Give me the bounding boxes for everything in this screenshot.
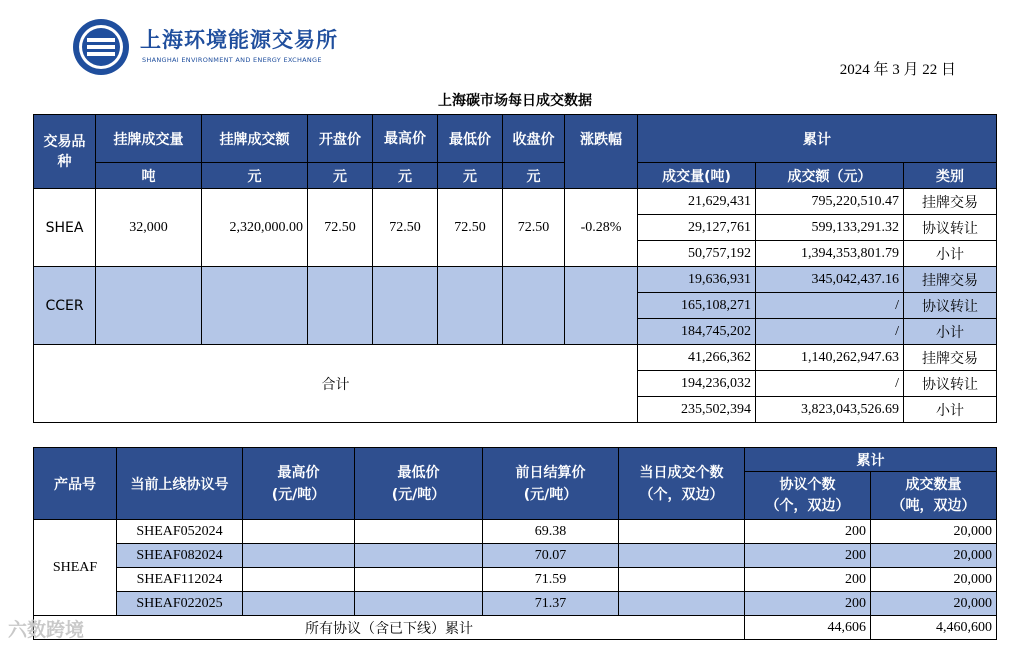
cum-category: 协议转让 <box>904 215 997 241</box>
header-change: 涨跌幅 <box>565 115 638 189</box>
header-low <box>355 448 483 520</box>
ccer-open <box>308 267 373 345</box>
cum-volume: 21,629,431 <box>638 189 756 215</box>
table-row <box>34 544 997 568</box>
ccer-volume <box>96 267 202 345</box>
shea-open: 72.50 <box>308 189 373 267</box>
row-high <box>243 592 355 616</box>
cum-category: 协议转让 <box>904 371 997 397</box>
row-qty: 20,000 <box>871 592 997 616</box>
row-agree: 200 <box>745 520 871 544</box>
row-qty: 20,000 <box>871 544 997 568</box>
agreement-code: SHEAF022025 <box>117 592 243 616</box>
row-qty: 20,000 <box>871 520 997 544</box>
cum-amount: 795,220,510.47 <box>756 189 904 215</box>
table-row <box>34 568 997 592</box>
row-daily <box>619 544 745 568</box>
header-open: 开盘价 <box>308 115 373 163</box>
variety-ccer: CCER <box>34 267 96 345</box>
row-low <box>355 544 483 568</box>
header-listed-amount: 挂牌成交额 <box>202 115 308 163</box>
agreement-code: SHEAF082024 <box>117 544 243 568</box>
total-qty: 4,460,600 <box>871 616 997 640</box>
cum-amount: 3,823,043,526.69 <box>756 397 904 423</box>
agreement-code: SHEAF052024 <box>117 520 243 544</box>
row-prev-settle: 71.59 <box>483 568 619 592</box>
report-date: 2024 年 3 月 22 日 <box>839 62 956 78</box>
cum-volume: 50,757,192 <box>638 241 756 267</box>
table-row <box>34 592 997 616</box>
header-daily-count-label: 当日成交个数 <box>639 464 724 481</box>
header-category: 类别 <box>904 163 997 189</box>
header-high-label: 最高价 <box>277 464 320 481</box>
row-low <box>355 592 483 616</box>
shea-volume: 32,000 <box>96 189 202 267</box>
row-low <box>355 568 483 592</box>
cum-category: 小计 <box>904 397 997 423</box>
cum-volume: 29,127,761 <box>638 215 756 241</box>
cum-amount: / <box>756 293 904 319</box>
row-prev-settle: 69.38 <box>483 520 619 544</box>
header-cum-volume: 成交量(吨) <box>638 163 756 189</box>
row-high <box>243 568 355 592</box>
shea-low: 72.50 <box>438 189 503 267</box>
row-high <box>243 520 355 544</box>
header-agree-count <box>745 472 871 520</box>
total-label: 合计 <box>34 345 638 423</box>
row-prev-settle: 70.07 <box>483 544 619 568</box>
cum-volume: 235,502,394 <box>638 397 756 423</box>
header-product: 产品号 <box>34 448 117 520</box>
cum-category: 挂牌交易 <box>904 267 997 293</box>
cum-category: 小计 <box>904 319 997 345</box>
table-row <box>34 345 997 371</box>
cum-amount: 1,394,353,801.79 <box>756 241 904 267</box>
shea-high: 72.50 <box>373 189 438 267</box>
daily-trade-table <box>33 114 997 423</box>
row-prev-settle: 71.37 <box>483 592 619 616</box>
header-agree-count-unit: （个，双边） <box>765 497 850 514</box>
cum-volume: 19,636,931 <box>638 267 756 293</box>
header-listed-volume: 挂牌成交量 <box>96 115 202 163</box>
header-trade-qty-label: 成交数量 <box>905 476 962 493</box>
cum-amount: 345,042,437.16 <box>756 267 904 293</box>
cum-category: 挂牌交易 <box>904 345 997 371</box>
unit-high: 元 <box>373 163 438 189</box>
header-daily-count <box>619 448 745 520</box>
cum-volume: 184,745,202 <box>638 319 756 345</box>
shea-close: 72.50 <box>503 189 565 267</box>
all-agreements-total-label: 所有协议（含已下线）累计 <box>34 616 745 640</box>
header-daily-count-unit: （个，双边） <box>639 486 724 503</box>
ccer-high <box>373 267 438 345</box>
product-sheaf: SHEAF <box>34 520 117 616</box>
cum-volume: 41,266,362 <box>638 345 756 371</box>
header-agree-count-label: 协议个数 <box>779 476 836 493</box>
table-row <box>34 189 997 215</box>
report-title: 上海碳市场每日成交数据 <box>438 93 592 109</box>
cum-volume: 194,236,032 <box>638 371 756 397</box>
header-cum-amount: 成交额（元） <box>756 163 904 189</box>
futures-agreement-table <box>33 447 997 640</box>
row-agree: 200 <box>745 592 871 616</box>
row-high <box>243 544 355 568</box>
header-low-unit: (元/吨） <box>391 486 446 503</box>
unit-volume: 吨 <box>96 163 202 189</box>
table-row <box>34 520 997 544</box>
unit-low: 元 <box>438 163 503 189</box>
header-prev-settle-label: 前日结算价 <box>515 464 586 481</box>
row-agree: 200 <box>745 568 871 592</box>
org-name-en: SHANGHAI ENVIRONMENT AND ENERGY EXCHANGE <box>142 56 322 64</box>
cum-amount: / <box>756 319 904 345</box>
page-header <box>0 0 1030 109</box>
cum-volume: 165,108,271 <box>638 293 756 319</box>
total-agree: 44,606 <box>745 616 871 640</box>
header-cumulative: 累计 <box>638 115 997 163</box>
header-trade-qty <box>871 472 997 520</box>
cum-amount: 599,133,291.32 <box>756 215 904 241</box>
exchange-logo-icon <box>72 18 130 76</box>
header-high: 最高价 <box>373 115 438 163</box>
row-daily <box>619 568 745 592</box>
cum-amount: 1,140,262,947.63 <box>756 345 904 371</box>
header-variety: 交易品种 <box>34 115 96 189</box>
header-low: 最低价 <box>438 115 503 163</box>
ccer-low <box>438 267 503 345</box>
variety-shea: SHEA <box>34 189 96 267</box>
cum-category: 小计 <box>904 241 997 267</box>
row-qty: 20,000 <box>871 568 997 592</box>
table-row <box>34 267 997 293</box>
ccer-close <box>503 267 565 345</box>
table-row <box>34 616 997 640</box>
header-high <box>243 448 355 520</box>
header-prev-settle <box>483 448 619 520</box>
header-prev-settle-unit: (元/吨） <box>523 486 578 503</box>
watermark: 六数跨境 <box>8 619 85 641</box>
shea-amount: 2,320,000.00 <box>202 189 308 267</box>
row-low <box>355 520 483 544</box>
unit-amount: 元 <box>202 163 308 189</box>
header-high-unit: (元/吨） <box>271 486 326 503</box>
shea-change: -0.28% <box>565 189 638 267</box>
row-agree: 200 <box>745 544 871 568</box>
header-agreement: 当前上线协议号 <box>117 448 243 520</box>
header-trade-qty-unit: （吨，双边） <box>891 497 976 514</box>
ccer-change <box>565 267 638 345</box>
cum-category: 挂牌交易 <box>904 189 997 215</box>
row-daily <box>619 520 745 544</box>
org-name: 上海环境能源交易所 <box>140 27 338 52</box>
unit-close: 元 <box>503 163 565 189</box>
cum-category: 协议转让 <box>904 293 997 319</box>
header-low-label: 最低价 <box>397 464 440 481</box>
row-daily <box>619 592 745 616</box>
header-cumulative: 累计 <box>745 448 997 472</box>
agreement-code: SHEAF112024 <box>117 568 243 592</box>
header-close: 收盘价 <box>503 115 565 163</box>
ccer-amount <box>202 267 308 345</box>
cum-amount: / <box>756 371 904 397</box>
unit-open: 元 <box>308 163 373 189</box>
